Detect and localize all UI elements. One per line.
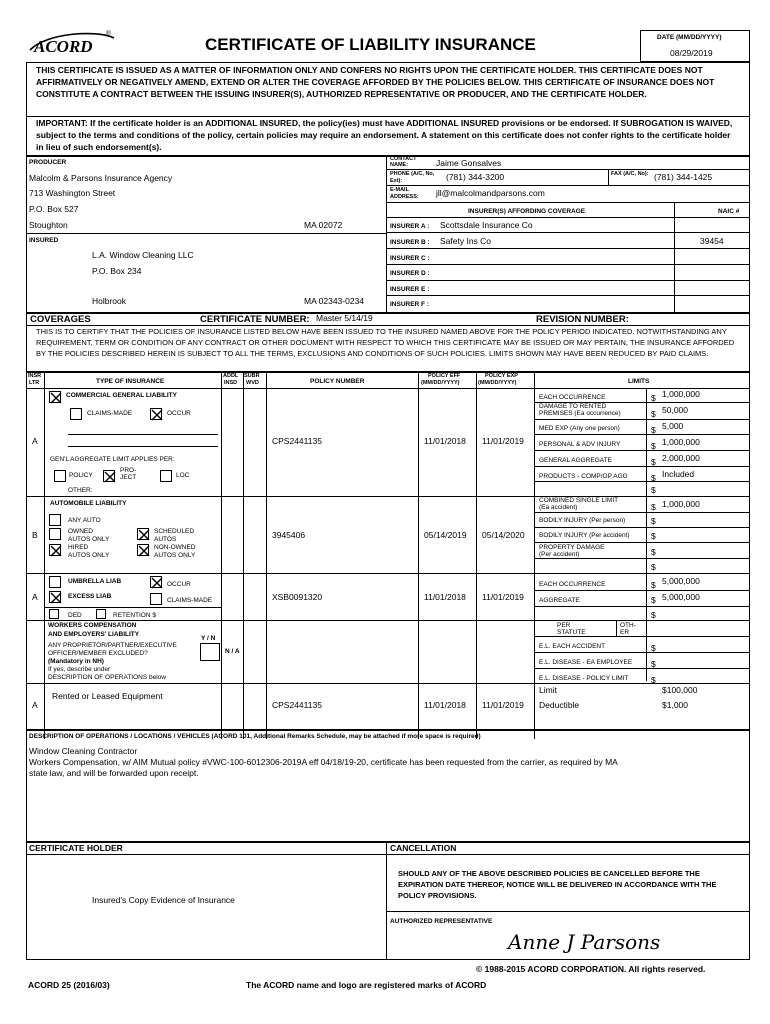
divider: [534, 466, 750, 467]
hired-autos-checkbox[interactable]: [49, 544, 61, 556]
wc-na-label: N / A: [225, 648, 240, 655]
wc-mandatory: (Mandatory in NH): [48, 658, 104, 665]
other-coverage-title: Rented or Leased Equipment: [52, 691, 163, 701]
phone-value: (781) 344-3200: [446, 172, 505, 182]
project-label: PRO- JECT: [120, 467, 137, 481]
umbrella-policy-eff: 11/01/2018: [424, 592, 466, 602]
date-label: DATE (MM/DD/YYYY): [657, 34, 722, 41]
divider: [534, 636, 750, 637]
scheduled-autos-checkbox[interactable]: [137, 528, 149, 540]
producer-label: PRODUCER: [29, 159, 67, 166]
divider: [616, 620, 617, 636]
divider: [534, 652, 750, 653]
email-label: E-MAIL ADDRESS:: [390, 187, 419, 200]
umbrella-policy-number: XSB0091320: [272, 592, 323, 602]
divider: [26, 683, 750, 684]
registered-mark: ®: [106, 30, 111, 37]
occur-label: OCCUR: [167, 410, 191, 417]
owned-autos-label: OWNED AUTOS ONLY: [68, 528, 110, 543]
retention-checkbox[interactable]: [96, 609, 106, 619]
divider: [26, 496, 750, 497]
phone-label: PHONE (A/C, No, Ext):: [390, 171, 435, 184]
description-line-1: Window Cleaning Contractor: [29, 746, 138, 756]
divider: [26, 312, 750, 314]
divider: [608, 169, 609, 185]
ltr-header: LTR: [29, 380, 40, 386]
divider: [534, 512, 750, 513]
divider: [386, 248, 750, 249]
divider: [386, 280, 750, 281]
dollar-sign: $: [651, 516, 656, 526]
authorized-rep-label: AUTHORIZED REPRESENTATIVE: [390, 918, 493, 925]
dollar-sign: $: [651, 562, 656, 572]
policy-exp-format: (MM/DD/YYYY): [478, 380, 517, 386]
divider: [26, 371, 750, 373]
other-label: OTH- ER: [620, 622, 636, 636]
gl-limit-label: PERSONAL & ADV INJURY: [539, 441, 621, 448]
non-owned-autos-label: NON-OWNED AUTOS ONLY: [154, 544, 196, 559]
email-value: jll@malcolmandparsons.com: [436, 188, 545, 198]
gl-limit-value: 1,000,000: [662, 437, 700, 447]
auto-limit-label: BODILY INJURY (Per accident): [539, 532, 630, 539]
policy-exp-header: POLICY EXP: [485, 373, 518, 379]
contact-name: Jaime Gonsalves: [436, 158, 502, 168]
form-number: ACORD 25 (2016/03): [28, 980, 110, 990]
producer-address-2: P.O. Box 527: [29, 204, 79, 214]
insured-label: INSURED: [29, 237, 59, 244]
limits-header: LIMITS: [628, 378, 650, 385]
gen-agg-label: GEN'L AGGREGATE LIMIT APPLIES PER:: [50, 456, 175, 463]
umbrella-insurer-letter: A: [32, 592, 38, 602]
divider: [386, 185, 750, 186]
certificate-number: Master 5/14/19: [316, 313, 373, 323]
claims-made-label: CLAIMS-MADE: [87, 410, 133, 417]
dollar-sign: $: [651, 610, 656, 620]
auto-limit-label: BODILY INJURY (Per person): [539, 517, 626, 524]
insurer-a-name: Scottsdale Insurance Co: [440, 220, 533, 230]
divider: [386, 295, 750, 296]
commercial-gl-label: COMMERCIAL GENERAL LIABILITY: [66, 392, 177, 399]
cancellation-label: CANCELLATION: [390, 843, 457, 853]
project-checkbox[interactable]: [103, 470, 115, 482]
revision-number-label: REVISION NUMBER:: [536, 314, 629, 325]
divider: [534, 527, 750, 528]
commercial-gl-checkbox[interactable]: [49, 391, 61, 403]
insurer-a-label: INSURER A :: [390, 223, 430, 230]
wc-yn-label: Y / N: [201, 635, 216, 642]
other-policy-eff: 11/01/2018: [424, 700, 466, 710]
gl-limit-label: EACH OCCURRENCE: [539, 394, 606, 401]
subr-header: SUBR: [244, 373, 260, 379]
divider: [26, 388, 750, 389]
policy-number-header: POLICY NUMBER: [310, 378, 365, 385]
wc-limit-label: E.L. EACH ACCIDENT: [539, 643, 606, 650]
umbrella-label: UMBRELLA LIAB: [68, 578, 122, 585]
umbrella-limit-label: AGGREGATE: [539, 597, 580, 604]
umbrella-occur-label: OCCUR: [167, 581, 191, 588]
description-line-2: Workers Compensation, w/ AIM Mutual policy #VWC-100-6012306-2019A eff 04/18/19-20, certificate has been requested from the carrier, as required by MA: [29, 757, 618, 767]
gl-limit-label: GENERAL AGGREGATE: [539, 457, 612, 464]
dollar-sign: $: [651, 531, 656, 541]
policy-label: POLICY: [69, 472, 93, 479]
gl-insurer-letter: A: [32, 436, 38, 446]
umbrella-claims-made-label: CLAIMS-MADE: [167, 597, 213, 604]
wc-limit-label: E.L. DISEASE - EA EMPLOYEE: [539, 659, 633, 666]
divider: [534, 558, 750, 559]
excess-checkbox[interactable]: [49, 591, 61, 603]
non-owned-autos-checkbox[interactable]: [137, 544, 149, 556]
gl-limit-label: PRODUCTS - COMP/OP AGG: [539, 473, 628, 480]
divider: [534, 590, 750, 591]
gl-policy-exp: 11/01/2019: [482, 436, 524, 446]
ded-checkbox[interactable]: [49, 609, 59, 619]
insr-header: INSR: [28, 373, 42, 379]
dollar-sign: $: [651, 409, 656, 419]
insured-city: Holbrook: [92, 296, 127, 306]
divider: [534, 450, 750, 451]
insurer-b-label: INSURER B :: [390, 239, 430, 246]
registered-marks-note: The ACORD name and logo are registered marks of ACORD: [246, 980, 487, 990]
divider: [386, 169, 750, 170]
other-label: OTHER:: [68, 487, 93, 494]
type-header: TYPE OF INSURANCE: [96, 378, 165, 385]
other-insurer-letter: A: [32, 700, 38, 710]
producer-state-zip: MA 02072: [304, 220, 343, 230]
other-policy-number: CPS2441135: [272, 700, 322, 710]
other-policy-exp: 11/01/2019: [482, 700, 524, 710]
gl-policy-number: CPS2441135: [272, 436, 322, 446]
dollar-sign: $: [651, 425, 656, 435]
gl-limit-label: MED EXP (Any one person): [539, 425, 620, 432]
divider: [386, 202, 750, 203]
auto-policy-exp: 05/14/2020: [482, 530, 525, 540]
description-label: DESCRIPTION OF OPERATIONS / LOCATIONS / VEHICLES (ACORD 101, Additional Remarks Schedule, may be attached if more space is required): [29, 733, 481, 740]
certificate-holder-label: CERTIFICATE HOLDER: [29, 843, 123, 853]
umbrella-policy-exp: 11/01/2019: [482, 592, 524, 602]
gl-policy-eff: 11/01/2018: [424, 436, 466, 446]
excess-label: EXCESS LIAB: [68, 593, 112, 600]
insurer-b-name: Safety Ins Co: [440, 236, 492, 246]
dollar-sign: $: [651, 393, 656, 403]
owned-autos-checkbox[interactable]: [49, 528, 61, 540]
fax-label: FAX (A/C, No):: [611, 171, 649, 177]
insured-name: L.A. Window Cleaning LLC: [92, 250, 194, 260]
divider: [26, 573, 750, 574]
umbrella-limit-value: 5,000,000: [662, 576, 700, 586]
any-auto-checkbox[interactable]: [49, 514, 61, 526]
divider: [44, 607, 221, 608]
contact-name-label: CONTACT NAME:: [390, 156, 417, 168]
producer-name: Malcolm & Parsons Insurance Agency: [29, 173, 173, 183]
umbrella-occur-checkbox[interactable]: [150, 576, 162, 588]
svg-text:ACORD: ACORD: [34, 37, 93, 56]
hired-autos-label: HIRED AUTOS ONLY: [68, 544, 110, 559]
addl-header: ADDL: [223, 373, 239, 379]
auto-policy-eff: 05/14/2019: [424, 530, 467, 540]
other-limit-value: $100,000: [662, 685, 698, 695]
auto-insurer-letter: B: [32, 530, 38, 540]
auto-liability-label: AUTOMOBILE LIABILITY: [50, 500, 127, 507]
divider: [26, 155, 750, 157]
policy-eff-format: (MM/DD/YYYY): [421, 380, 460, 386]
dollar-sign: $: [651, 659, 656, 669]
gl-limit-label: DAMAGE TO RENTED PREMISES (Ea occurrence): [539, 403, 621, 417]
cancellation-text: SHOULD ANY OF THE ABOVE DESCRIBED POLICIES BE CANCELLED BEFORE THE EXPIRATION DATE THEREOF, NOTICE WILL BE DELIVERED IN ACCORDANCE WITH THE POLICY PROVISIONS.: [398, 869, 717, 900]
description-line-3: state law, and will be forwarded upon receipt.: [29, 768, 199, 778]
insurer-e-label: INSURER E :: [390, 286, 430, 293]
divider: [26, 233, 386, 234]
dollar-sign: $: [651, 457, 656, 467]
scheduled-autos-label: SCHEDULED AUTOS: [154, 528, 195, 543]
divider: [386, 264, 750, 265]
dollar-sign: $: [651, 473, 656, 483]
divider: [386, 232, 750, 233]
copyright: © 1988-2015 ACORD CORPORATION. All rights reserved.: [476, 964, 706, 974]
divider: [534, 434, 750, 435]
dollar-sign: $: [651, 595, 656, 605]
umbrella-limit-label: EACH OCCURRENCE: [539, 581, 606, 588]
divider: [386, 156, 387, 312]
divider: [534, 668, 750, 669]
insurer-d-label: INSURER D :: [390, 270, 430, 277]
gl-limit-value: 2,000,000: [662, 453, 700, 463]
insurers-header: INSURER(S) AFFORDING COVERAGE: [468, 208, 586, 215]
producer-city: Stoughton: [29, 220, 68, 230]
dollar-sign: $: [651, 502, 656, 512]
auto-policy-number: 3945406: [272, 530, 306, 540]
loc-checkbox[interactable]: [160, 470, 172, 482]
gl-limit-value: 50,000: [662, 405, 688, 415]
dollar-sign: $: [651, 675, 656, 685]
policy-checkbox[interactable]: [54, 470, 66, 482]
wc-title: WORKERS COMPENSATION AND EMPLOYERS' LIABILITY: [48, 622, 140, 638]
form-title: CERTIFICATE OF LIABILITY INSURANCE: [205, 35, 536, 54]
certificate-holder-text: Insured's Copy Evidence of Insurance: [92, 895, 235, 905]
wc-question: ANY PROPRIETOR/PARTNER/EXECUTIVE OFFICER/MEMBER EXCLUDED?: [48, 642, 177, 657]
blank-line: [68, 446, 218, 447]
important-text: IMPORTANT: If the certificate holder is an ADDITIONAL INSURED, the policy(ies) must have ADDITIONAL INSURED provisions or be endorsed. If SUBROGATION IS WAIVED, subject to the terms and conditions of the policy, certain policies may require an endorsement. A statement on this certificate does not confer rights to the certificate holder in lieu of such endorsement(s).: [36, 118, 733, 152]
insurer-f-label: INSURER F :: [390, 301, 429, 308]
date-value: 08/29/2019: [670, 48, 713, 58]
wvd-header: WVD: [246, 380, 259, 386]
auto-limit-label: COMBINED SINGLE LIMIT (Ea accident): [539, 497, 619, 511]
dollar-sign: $: [651, 547, 656, 557]
umbrella-checkbox[interactable]: [49, 576, 61, 588]
divider: [26, 841, 750, 843]
form-frame: [26, 62, 750, 960]
divider: [386, 911, 750, 912]
producer-address-1: 713 Washington Street: [29, 188, 116, 198]
divider: [386, 842, 387, 960]
divider: [534, 606, 750, 607]
other-deductible-label: Deductible: [539, 700, 580, 710]
gl-limit-value: 1,000,000: [662, 389, 700, 399]
policy-eff-header: POLICY EFF: [428, 373, 461, 379]
insured-address: P.O. Box 234: [92, 266, 142, 276]
occur-checkbox[interactable]: [150, 408, 162, 420]
acord-logo: [28, 30, 116, 58]
insd-header: INSD: [224, 380, 238, 386]
disclaimer-text: THIS CERTIFICATE IS ISSUED AS A MATTER OF INFORMATION ONLY AND CONFERS NO RIGHTS UPON THE CERTIFICATE HOLDER. THIS CERTIFICATE DOES NOT AFFIRMATIVELY OR NEGATIVELY AMEND, EXTEND OR ALTER THE COVERAGE AFFORDED BY THE POLICIES BELOW. THIS CERTIFICATE OF INSURANCE DOES NOT CONSTITUTE A CONTRACT BETWEEN THE ISSUING INSURER(S), AUTHORIZED REPRESENTATIVE OR PRODUCER, AND THE CERTIFICATE HOLDER.: [36, 65, 715, 99]
certificate-number-label: CERTIFICATE NUMBER:: [200, 314, 310, 325]
auto-limit-label: PROPERTY DAMAGE (Per accident): [539, 544, 605, 558]
divider: [534, 419, 750, 420]
retention-label: RETENTION $: [113, 612, 156, 619]
fax-value: (781) 344-1425: [654, 172, 713, 182]
other-deductible-value: $1,000: [662, 700, 688, 710]
gl-limit-value: Included: [662, 469, 695, 479]
any-auto-label: ANY AUTO: [68, 517, 101, 524]
dollar-sign: $: [651, 580, 656, 590]
divider: [26, 729, 750, 731]
divider: [534, 481, 750, 482]
ded-label: DED: [68, 612, 82, 619]
divider: [26, 854, 750, 855]
insured-state-zip: MA 02343-0234: [304, 296, 365, 306]
loc-label: LOC: [176, 472, 190, 479]
other-limit-label: Limit: [539, 685, 557, 695]
coverages-label: COVERAGES: [30, 314, 91, 325]
wc-describe: If yes, describe under DESCRIPTION OF OPERATIONS below: [48, 666, 166, 681]
dollar-sign: $: [651, 485, 656, 495]
wc-excluded-box[interactable]: [200, 643, 220, 661]
insurer-b-naic: 39454: [700, 236, 724, 246]
signature: Anne J Parsons: [508, 930, 661, 954]
divider: [386, 217, 750, 218]
auto-limit-value: 1,000,000: [662, 499, 700, 509]
dollar-sign: $: [651, 643, 656, 653]
umbrella-claims-made-checkbox[interactable]: [150, 593, 162, 605]
insurer-c-label: INSURER C :: [390, 255, 430, 262]
dollar-sign: $: [651, 441, 656, 451]
umbrella-limit-value: 5,000,000: [662, 592, 700, 602]
coverages-text: THIS IS TO CERTIFY THAT THE POLICIES OF INSURANCE LISTED BELOW HAVE BEEN ISSUED TO THE INSURED NAMED ABOVE FOR THE POLICY PERIOD INDICATED. NOTWITHSTANDING ANY REQUIREMENT, TERM OR CONDITION OF ANY CONTRACT OR OTHER DOCUMENT WITH RESPECT TO WHICH THIS CERTIFICATE MAY BE ISSUED OR MAY PERTAIN, THE INSURANCE AFFORDED BY THE POLICIES DESCRIBED HEREIN IS SUBJECT TO ALL THE TERMS, EXCLUSIONS AND CONDITIONS OF SUCH POLICIES. LIMITS SHOWN MAY HAVE BEEN REDUCED BY PAID CLAIMS.: [36, 327, 735, 358]
wc-limit-label: E.L. DISEASE - POLICY LIMIT: [539, 675, 629, 682]
divider: [646, 388, 647, 681]
blank-line: [68, 434, 218, 435]
claims-made-checkbox[interactable]: [70, 408, 82, 420]
divider: [534, 542, 750, 543]
per-statute-label: PER STATUTE: [557, 622, 586, 636]
naic-label: NAIC #: [718, 208, 740, 215]
gl-limit-value: 5,000: [662, 421, 684, 431]
